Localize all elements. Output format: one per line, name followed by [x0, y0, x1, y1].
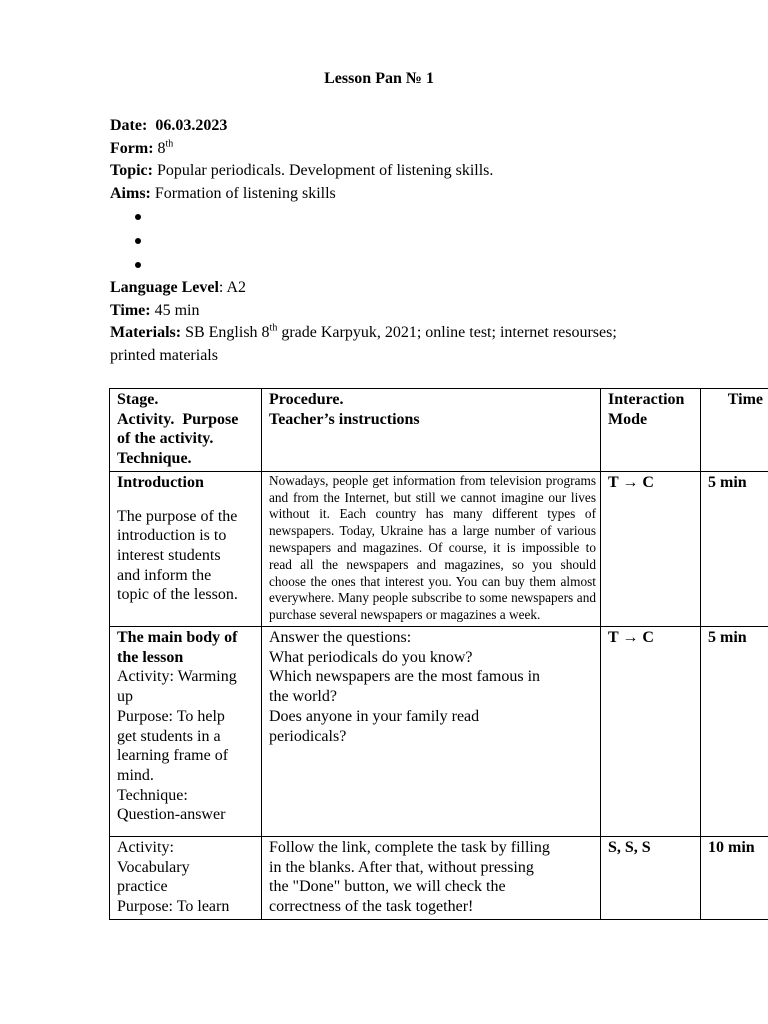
header-interaction: Interaction Mode [601, 389, 701, 472]
time-cell: 5 min [701, 626, 768, 836]
stage-cell: Activity: Vocabulary practice Purpose: To learn [110, 836, 262, 919]
procedure-cell: Answer the questions: What periodicals do you know? Which newspapers are the most famous in the world? Does anyone in your family read periodicals? [262, 626, 601, 836]
aims-bullet-list [110, 205, 710, 277]
date-row: Date: 06.03.2023 [110, 117, 228, 134]
aims-row: Aims: Formation of listening skills [110, 184, 336, 202]
time-cell: 5 min [701, 471, 768, 626]
table-header-row [110, 389, 768, 472]
time-row: Time: 45 min [110, 301, 200, 319]
procedure-cell: Nowadays, people get information from television programs and from the Internet, but still we cannot imagine our lives without it. Each country has many different types of newspapers. Today, Ukraine has a large number of various newspapers and magazines. Of course, it is impossible to read all the newspapers and magazines, so you should choose the ones that interest you. You can buy them almost everywhere. Many people subscribe to some newspapers and purchase several newspapers or magazines a week. [262, 471, 601, 626]
level-row: Language Level: A2 [110, 279, 247, 296]
form-row: Form: 8th [110, 138, 174, 157]
topic-row: Topic: Popular periodicals. Development of listening skills. [110, 162, 494, 179]
procedure-cell: Follow the link, complete the task by filling in the blanks. After that, without pressing the "Done" button, we will check the correctness of the task together! [262, 836, 601, 919]
header-stage: Stage. Activity. Purpose of the activity. Technique. [110, 389, 262, 472]
mode-cell: T → C [601, 626, 701, 836]
bullet-item [110, 253, 710, 277]
materials-row-2: printed materials [110, 346, 218, 364]
mode-cell: T → C [601, 471, 701, 626]
lesson-plan-table [109, 388, 768, 920]
header-procedure: Procedure. Teacher’s instructions [262, 389, 601, 472]
stage-cell: The main body of the lesson Activity: Warming up Purpose: To help get students in a learning frame of mind. Technique: Question-answer [110, 626, 262, 836]
time-cell: 10 min [701, 836, 768, 919]
header-time: Time [701, 389, 768, 472]
bullet-item [110, 205, 710, 229]
bullet-item [110, 229, 710, 253]
table-row [110, 836, 768, 919]
page-title: Lesson Pan № 1 [324, 70, 434, 87]
table-row [110, 471, 768, 626]
materials-row: Materials: SB English 8th grade Karpyuk, 2021; online test; internet resourses; [110, 322, 617, 341]
stage-cell: Introduction The purpose of the introduction is to interest students and inform the topic of the lesson. [110, 471, 262, 626]
table-row [110, 626, 768, 836]
lesson-meta [110, 115, 710, 367]
mode-cell: S, S, S [601, 836, 701, 919]
